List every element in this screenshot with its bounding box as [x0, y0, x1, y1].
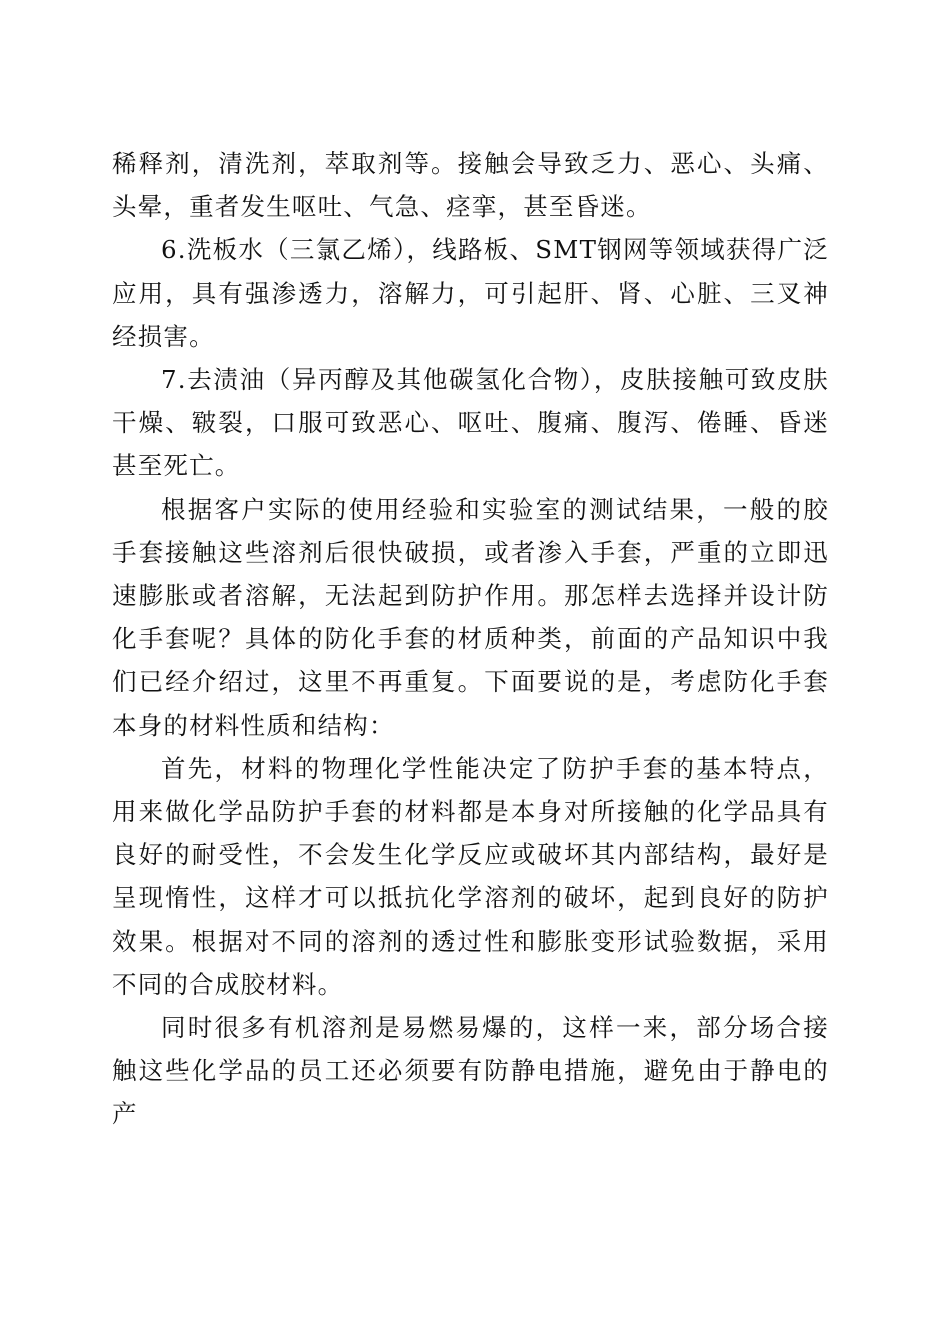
paragraph-item-6: 6.洗板水（三氯乙烯），线路板、SMT钢网等领域获得广泛应用，具有强渗透力，溶解力，可引起肝、肾、心脏、三叉神经损害。	[112, 235, 829, 351]
paragraph-customer-experience: 根据客户实际的使用经验和实验室的测试结果，一般的胶手套接触这些溶剂后很快破损，或者渗入手套，严重的立即迅速膨胀或者溶解，无法起到防护作用。那怎样去选择并设计防化手套呢？具体的防化手套的材质种类，前面的产品知识中我们已经介绍过，这里不再重复。下面要说的是，考虑防化手套本身的材料性质和结构：	[112, 494, 829, 740]
paragraph-antistatic: 同时很多有机溶剂是易燃易爆的，这样一来，部分场合接触这些化学品的员工还必须要有防静电措施，避免由于静电的产	[112, 1013, 829, 1129]
paragraph-continuation: 稀释剂，清洗剂，萃取剂等。接触会导致乏力、恶心、头痛、头晕，重者发生呕吐、气急、痉挛，甚至昏迷。	[112, 149, 829, 222]
document-body	[112, 142, 829, 1136]
paragraph-material-properties: 首先，材料的物理化学性能决定了防护手套的基本特点，用来做化学品防护手套的材料都是本身对所接触的化学品具有良好的耐受性，不会发生化学反应或破坏其内部结构，最好是呈现惰性，这样才可以抵抗化学溶剂的破坏，起到良好的防护效果。根据对不同的溶剂的透过性和膨胀变形试验数据，采用不同的合成胶材料。	[112, 753, 829, 999]
paragraph-item-7: 7.去渍油（异丙醇及其他碳氢化合物），皮肤接触可致皮肤干燥、皲裂，口服可致恶心、呕吐、腹痛、腹泻、倦睡、昏迷甚至死亡。	[112, 365, 829, 481]
